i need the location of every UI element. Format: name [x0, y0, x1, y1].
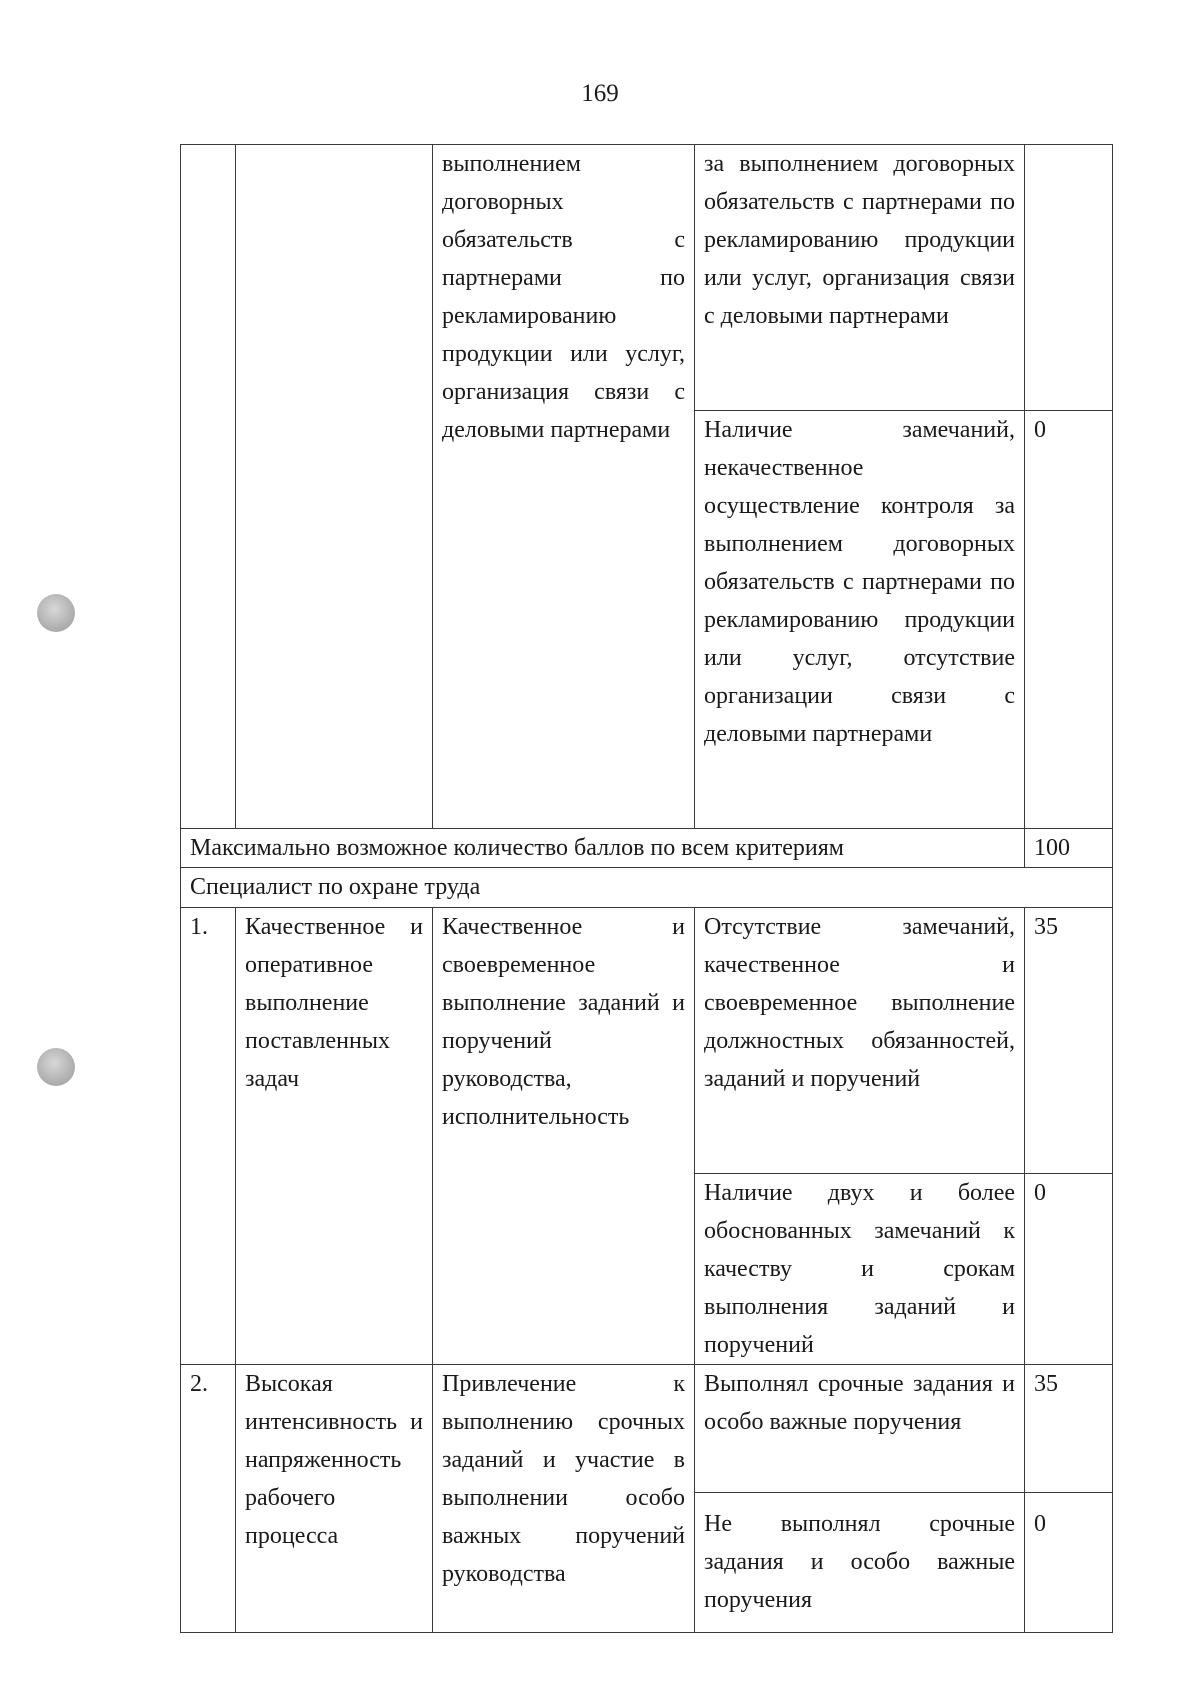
criterion-name-cell: Качественное и оперативное выполнение поставленных задач [236, 908, 433, 1365]
max-score-label: Максимально возможное количество баллов по всем критериям [181, 829, 1025, 868]
indicator-cell: Качественное и своевременное выполнение заданий и поручений руководства, исполнительность [433, 908, 695, 1365]
criterion-condition-cell: Отсутствие замечаний, качественное и своевременное выполнение должностных обязанностей, заданий и поручений [695, 908, 1025, 1174]
score-cell: 35 [1025, 1365, 1113, 1493]
indicator-cell: Привлечение к выполнению срочных заданий и участие в выполнении особо важных поручений руководства [433, 1365, 695, 1633]
criterion-name-cell [236, 145, 433, 829]
indicator-cell: выполнением договорных обязательств с партнерами по рекламированию продукции или услуг, организация связи с деловыми партнерами [433, 145, 695, 829]
punch-hole-mark [37, 1048, 75, 1086]
criterion-condition-cell: Наличие замечаний, некачественное осуществление контроля за выполнением договорных обязательств с партнерами по рекламированию продукции или услуг, отсутствие организации связи с деловыми партнерами [695, 411, 1025, 829]
section-row [181, 868, 1113, 908]
number-cell [181, 145, 236, 829]
criterion-condition-cell: Наличие двух и более обоснованных замечаний к качеству и срокам выполнения заданий и поручений [695, 1174, 1025, 1365]
table-row [181, 908, 1113, 1174]
criterion-condition-cell: Выполнял срочные задания и особо важные поручения [695, 1365, 1025, 1493]
score-cell: 0 [1025, 1493, 1113, 1633]
page-number: 169 [581, 80, 619, 107]
max-score-row [181, 829, 1113, 868]
punch-hole-mark [37, 594, 75, 632]
score-cell: 35 [1025, 908, 1113, 1174]
number-cell: 2. [181, 1365, 236, 1633]
criterion-name-cell: Высокая интенсивность и напряженность рабочего процесса [236, 1365, 433, 1633]
score-cell: 0 [1025, 1174, 1113, 1365]
score-cell [1025, 145, 1113, 411]
table-row [181, 1365, 1113, 1493]
score-cell: 0 [1025, 411, 1113, 829]
max-score-value: 100 [1025, 829, 1113, 868]
criterion-condition-cell: Не выполнял срочные задания и особо важные поручения [695, 1493, 1025, 1633]
criterion-condition-cell: за выполнением договорных обязательств с партнерами по рекламированию продукции или услуг, организация связи с деловыми партнерами [695, 145, 1025, 411]
number-cell: 1. [181, 908, 236, 1365]
table-row [181, 145, 1113, 411]
section-title: Специалист по охране труда [181, 868, 1113, 908]
criteria-table [180, 144, 1113, 1633]
